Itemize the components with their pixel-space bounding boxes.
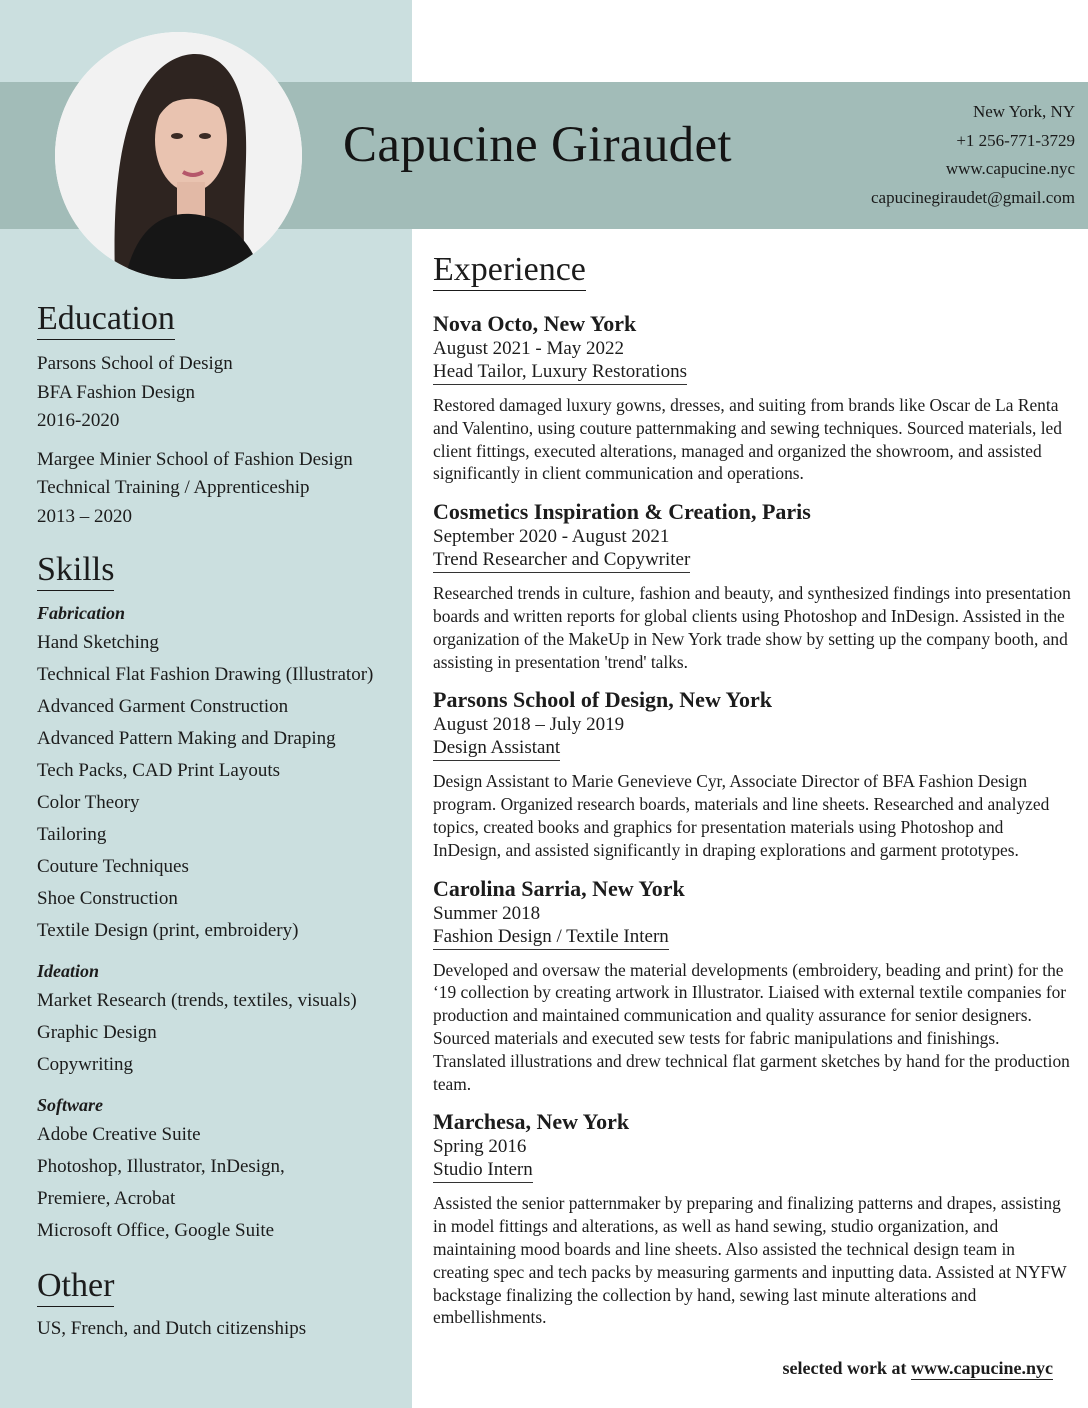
other-heading: Other: [37, 1267, 114, 1307]
skills-group-software: [37, 1091, 402, 1247]
job-entry: [433, 1109, 1073, 1329]
education-entry: [37, 350, 402, 436]
job-dates: September 2020 - August 2021: [433, 526, 670, 548]
portfolio-link[interactable]: www.capucine.nyc: [910, 1358, 1053, 1378]
skill-item: Market Research (trends, textiles, visuals): [37, 990, 357, 1011]
skill-item: Premiere, Acrobat: [37, 1188, 176, 1209]
education-years: 2013 – 2020: [37, 505, 132, 527]
job-dates: August 2021 - May 2022: [433, 338, 625, 359]
skill-item: Graphic Design: [37, 1022, 157, 1043]
job-description: Researched trends in culture, fashion and beauty, and synthesized findings into presentation boards and written reports for global clients using Photoshop and InDesign. Assisted in the organization of the MakeUp in New York trade show by setting up the company booth, and assisting in presentation 'trend' talks.: [433, 583, 1071, 672]
skills-group-label: Software: [37, 1095, 104, 1115]
contact-phone[interactable]: +1 256-771-3729: [956, 130, 1075, 150]
job-company: Parsons School of Design, New York: [433, 687, 772, 713]
skill-item: Adobe Creative Suite: [37, 1124, 201, 1145]
job-company: Marchesa, New York: [433, 1109, 630, 1135]
contact-info: [871, 98, 1075, 212]
job-role: Design Assistant: [433, 737, 560, 761]
job-description: Developed and oversaw the material developments (embroidery, beading and print) for the ‘19 collection by creating artwork in Illustrator. Liaised with external textile companies for production and maintained communication and quality assurance for senior designers. Sourced materials and executed sew tests for fabric manipulations and finishings. Translated illustrations and drew technical flat garment sketches by hand for the production team.: [433, 959, 1070, 1094]
job-company: Cosmetics Inspiration & Creation, Paris: [433, 499, 811, 525]
contact-email[interactable]: capucinegiraudet@gmail.com: [871, 187, 1075, 207]
job-role: Fashion Design / Textile Intern: [433, 926, 669, 950]
skill-item: Shoe Construction: [37, 888, 178, 909]
experience-section: [433, 251, 1073, 1329]
footer-prefix: selected work at: [782, 1358, 907, 1378]
skills-group-ideation: [37, 957, 402, 1081]
skill-item: Microsoft Office, Google Suite: [37, 1220, 275, 1241]
education-school: Parsons School of Design: [37, 353, 233, 374]
sidebar-content: [37, 300, 402, 1344]
skills-group-label: Ideation: [37, 961, 100, 981]
job-role: Trend Researcher and Copywriter: [433, 549, 690, 573]
job-entry: [433, 876, 1073, 1096]
profile-photo: [55, 32, 302, 279]
skills-group-fabrication: [37, 599, 402, 947]
skill-item: Advanced Garment Construction: [37, 696, 289, 717]
candidate-name: Capucine Giraudet: [343, 117, 732, 173]
education-degree: Technical Training / Apprenticeship: [37, 477, 310, 498]
job-description: Restored damaged luxury gowns, dresses, and suiting from brands like Oscar de La Renta and Valentino, using couture patternmaking and sewing techniques. Sourced materials, led client fittings, executed alterations, managed and organized the showroom, and assisted significantly in client communication and operations.: [433, 395, 1062, 484]
education-entry: [37, 446, 402, 532]
skill-item: Textile Design (print, embroidery): [37, 920, 299, 941]
job-company: Carolina Sarria, New York: [433, 875, 685, 901]
skills-heading: Skills: [37, 551, 114, 591]
job-dates: Spring 2016: [433, 1136, 527, 1158]
job-entry: [433, 311, 1073, 485]
skill-item: Copywriting: [37, 1054, 134, 1075]
education-years: 2016-2020: [37, 410, 120, 431]
education-heading: Education: [37, 300, 175, 340]
skill-item: Tech Packs, CAD Print Layouts: [37, 760, 281, 781]
job-role: Head Tailor, Luxury Restorations: [433, 361, 687, 385]
job-entry: [433, 687, 1073, 861]
contact-location: New York, NY: [972, 102, 1075, 121]
skill-item: Hand Sketching: [37, 632, 159, 653]
skill-item: Photoshop, Illustrator, InDesign,: [37, 1156, 285, 1177]
contact-website[interactable]: www.capucine.nyc: [945, 159, 1075, 179]
education-degree: BFA Fashion Design: [37, 381, 196, 403]
other-text: US, French, and Dutch citizenships: [37, 1318, 307, 1339]
portrait-image: [55, 32, 302, 279]
education-school: Margee Minier School of Fashion Design: [37, 448, 353, 470]
skill-item: Technical Flat Fashion Drawing (Illustrator): [37, 664, 374, 685]
skill-item: Tailoring: [37, 824, 107, 845]
skill-item: Couture Techniques: [37, 856, 189, 877]
job-role: Studio Intern: [433, 1159, 533, 1183]
job-description: Design Assistant to Marie Genevieve Cyr, Associate Director of BFA Fashion Design program. Organized research boards, materials and line sheets. Researched and analyzed topics, created books and graphics for presentation materials using Photoshop and InDesign, and assisted significantly in draping explorations and garment prototypes.: [433, 771, 1050, 860]
job-dates: Summer 2018: [433, 902, 541, 924]
experience-heading: Experience: [433, 251, 586, 291]
skills-group-label: Fabrication: [37, 603, 126, 623]
job-description: Assisted the senior patternmaker by preparing and finalizing patterns and drapes, assisting in model fittings and alterations, as well as hand sewing, studio organization, and maintaining mood boards and line sheets. Also assisted the technical design team in creating spec and tech packs by measuring garments and inputting data. Assisted at NYFW backstage finalizing the collection by hand, sewing last minute alterations and embellishments.: [433, 1193, 1067, 1328]
job-company: Nova Octo, New York: [433, 311, 637, 336]
job-dates: August 2018 – July 2019: [433, 714, 625, 736]
skill-item: Advanced Pattern Making and Draping: [37, 728, 336, 749]
footer-portfolio: [783, 1358, 1053, 1379]
job-entry: [433, 499, 1073, 673]
skill-item: Color Theory: [37, 792, 140, 813]
